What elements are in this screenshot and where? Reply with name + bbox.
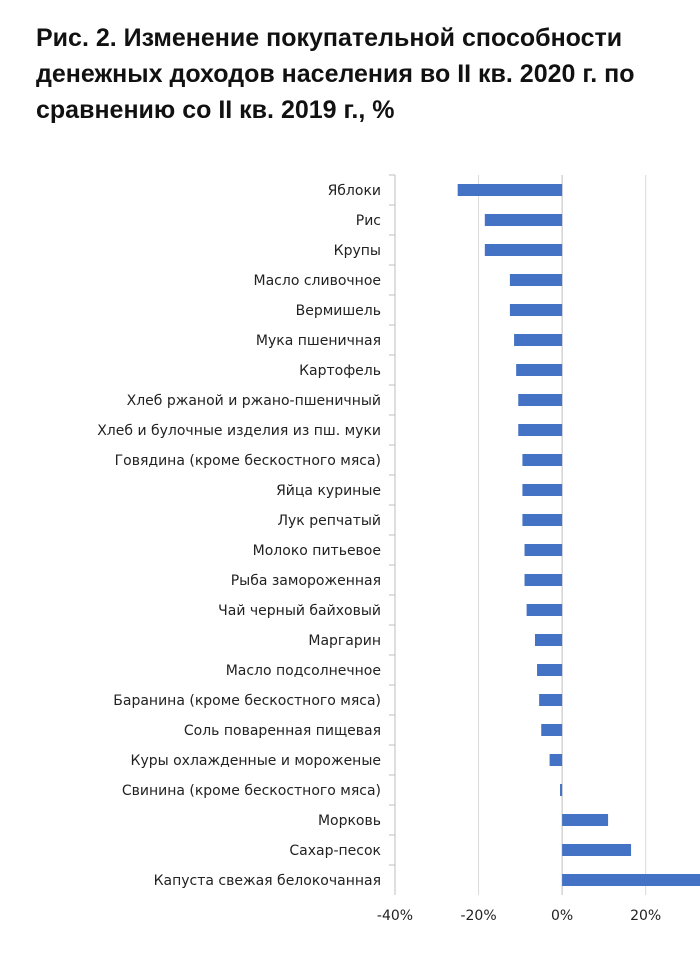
x-tick-label: -20% bbox=[460, 908, 497, 924]
bar bbox=[562, 874, 700, 886]
bar bbox=[527, 604, 563, 616]
bar bbox=[525, 574, 563, 586]
category-label: Маргарин bbox=[308, 633, 381, 649]
chart-title: Рис. 2. Изменение покупательной способности денежных доходов населения во II кв. 2020 г. по сравнению со II кв. 2019 г., % bbox=[36, 24, 635, 124]
x-tick-label: 20% bbox=[630, 908, 662, 924]
bar bbox=[485, 244, 562, 256]
category-label: Хлеб и булочные изделия из пш. муки bbox=[97, 423, 381, 439]
bar bbox=[541, 724, 562, 736]
category-label: Соль поваренная пищевая bbox=[183, 723, 381, 739]
category-label: Свинина (кроме бескостного мяса) bbox=[121, 783, 381, 799]
category-label: Масло сливочное bbox=[253, 273, 381, 289]
bar bbox=[518, 424, 562, 436]
bar bbox=[510, 304, 562, 316]
category-label: Мука пшеничная bbox=[255, 333, 381, 349]
category-label: Картофель bbox=[299, 363, 381, 379]
bar bbox=[510, 274, 562, 286]
bar bbox=[560, 784, 562, 796]
bar bbox=[562, 814, 608, 826]
category-label: Куры охлажденные и мороженые bbox=[130, 753, 381, 769]
bar bbox=[562, 844, 631, 856]
category-label: Яйца куриные bbox=[276, 483, 381, 499]
category-labels bbox=[97, 183, 381, 889]
category-label: Хлеб ржаной и ржано-пшеничный bbox=[126, 393, 381, 409]
bar bbox=[485, 214, 562, 226]
bar bbox=[522, 454, 562, 466]
x-tick-labels bbox=[377, 908, 661, 924]
bar bbox=[522, 484, 562, 496]
bars bbox=[458, 184, 700, 886]
bar bbox=[514, 334, 562, 346]
category-label: Крупы bbox=[333, 243, 381, 259]
bar bbox=[539, 694, 562, 706]
category-label: Баранина (кроме бескостного мяса) bbox=[113, 693, 381, 709]
category-label: Рыба замороженная bbox=[230, 573, 381, 589]
x-tick-label: 0% bbox=[551, 908, 574, 924]
x-tick-label: -40% bbox=[376, 908, 414, 924]
category-label: Лук репчатый bbox=[277, 513, 381, 529]
category-label: Масло подсолнечное bbox=[225, 663, 381, 679]
category-label: Рис bbox=[355, 213, 381, 229]
category-label: Чай черный байховый bbox=[218, 603, 381, 619]
category-label: Яблоки bbox=[327, 183, 381, 199]
bar bbox=[458, 184, 562, 196]
bar bbox=[550, 754, 563, 766]
category-label: Молоко питьевое bbox=[252, 543, 381, 559]
category-label: Говядина (кроме бескостного мяса) bbox=[114, 453, 381, 469]
bar bbox=[537, 664, 562, 676]
bar bbox=[518, 394, 562, 406]
category-label: Морковь bbox=[317, 813, 381, 829]
category-label: Вермишель bbox=[295, 303, 381, 319]
bar bbox=[516, 364, 562, 376]
bar-chart-svg bbox=[0, 160, 700, 975]
bar bbox=[535, 634, 562, 646]
category-label: Сахар-песок bbox=[289, 843, 381, 859]
bar-chart bbox=[0, 160, 700, 975]
category-label: Капуста свежая белокочанная bbox=[153, 873, 381, 889]
bar bbox=[522, 514, 562, 526]
bar bbox=[525, 544, 563, 556]
